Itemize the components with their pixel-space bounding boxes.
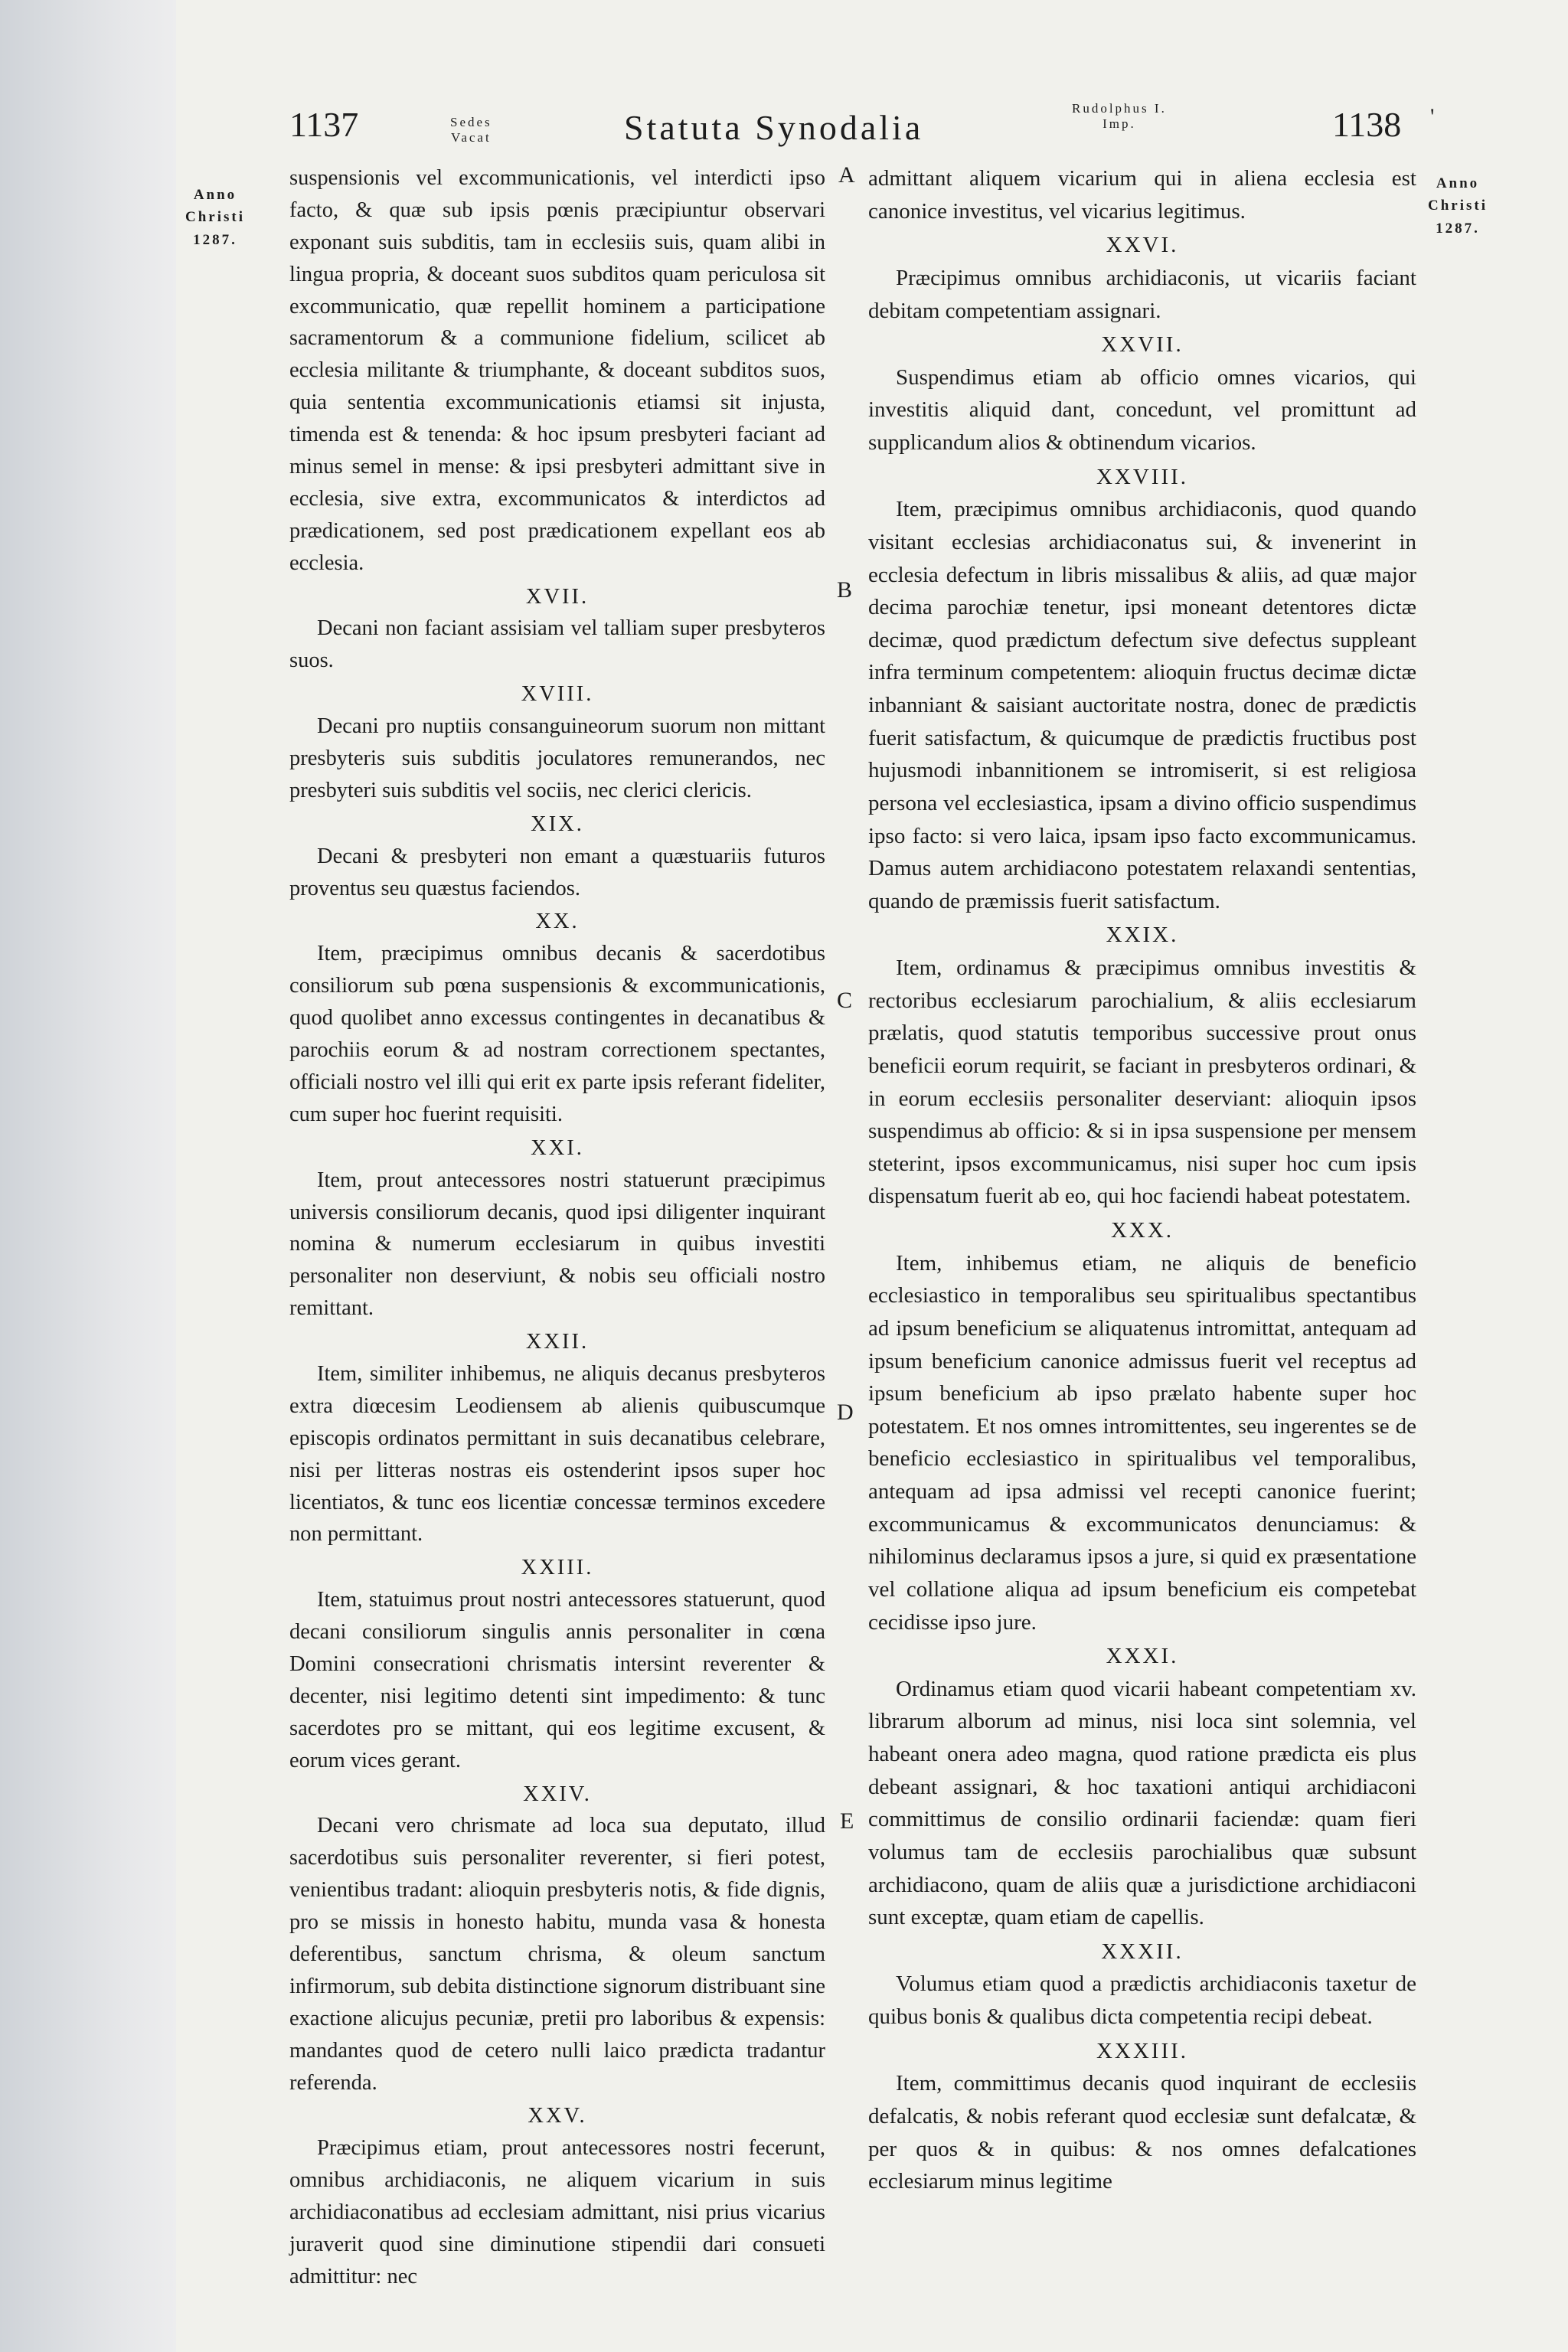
- anno-christi-right: [1428, 172, 1488, 240]
- year-label: 1287.: [1436, 220, 1480, 237]
- article-paragraph: Præcipimus etiam, prout antecessores nostri fecerunt, omnibus archidiaconis, ne aliquem vicarium in suis archidiaconatibus ad ecclesiam admittant, nisi prius vicarius juraverit quod sine diminutione stipendii dari consueti admittitur: nec: [289, 2136, 825, 2288]
- article-number: XXVI.: [1106, 233, 1179, 258]
- vacat-line: Vacat: [450, 129, 492, 145]
- margin-letter-a: A: [838, 162, 855, 188]
- article-paragraph: suspensionis vel excommunicationis, vel interdicti ipso facto, & quæ sub ipsis pœnis præcipiuntur observari exponant suis subditis, tam in ecclesiis suis, quam alibi in lingua propria, & doceant suos subditos quam periculosa sit excommunicatio, quæ repellit hominem a participatione sacramentorum & a communione fidelium, scilicet ab ecclesia militante & triumphante, & doceant subditos suos, quia sententia excommunicationis etiamsi sit injusta, timenda est & tenenda: & hoc ipsum presbyteri faciant ad minus semel in mense: & ipsi presbyteri admittant sive in ecclesia, sive extra, excommunicatos & interdictos ad prædicationem, sed post prædicationem expellant eos ab ecclesia.: [289, 166, 825, 575]
- emperor-note: [1072, 101, 1167, 131]
- article-number: XIX.: [531, 812, 584, 836]
- margin-letter-c: C: [837, 988, 853, 1013]
- article-paragraph: Item, præcipimus omnibus decanis & sacerdotibus consiliorum sub pœna suspensionis & excommunicationis, quod quolibet anno excessus contingentes in decanatibus & parochiis eorum & ad nostram correctionem spectantes, officiali nostro vel illi qui erit ex parte ipsis referant fideliter, cum super hoc fuerint requisiti.: [289, 942, 825, 1126]
- page-number-left: 1137: [289, 105, 359, 144]
- left-text-column: [289, 162, 825, 2293]
- article-paragraph: Decani non faciant assisiam vel talliam super presbyteros suos.: [289, 616, 825, 673]
- rudolph-line: Rudolphus I.: [1072, 101, 1167, 116]
- right-text-column: [868, 162, 1416, 2198]
- article-paragraph: Suspendimus etiam ab officio omnes vicarios, qui investitis aliquid dant, concedunt, vel promittunt ad supplicandum alios & obtinendum vicarios.: [868, 364, 1416, 455]
- article-paragraph: Præcipimus omnibus archidiaconis, ut vicariis faciant debitam competentiam assignari.: [868, 265, 1416, 323]
- article-number: XXX.: [1110, 1218, 1174, 1243]
- article-paragraph: Decani vero chrismate ad loca sua deputato, illud sacerdotibus suis personaliter reverenter, si fieri potest, venientibus tradant: alioquin presbyteris notis, & fide dignis, pro se missis in honesto habitu, munda vasa & honesta deferentibus, sanctum chrisma, & oleum sanctum infirmorum, sub debita distinctione signorum distribuant sine exactione alicujus pecuniæ, pretii pro laboribus & expensis: mandantes quod de cetero nulli laico prædicta tradantur referenda.: [289, 1814, 825, 2095]
- article-number: XXIV.: [523, 1782, 592, 1806]
- article-number: XXXI.: [1106, 1644, 1179, 1669]
- article-number: XX.: [535, 910, 580, 934]
- article-paragraph: Item, præcipimus omnibus archidiaconis, quod quando visitant ecclesias archidiaconatus sui, & invenerint in ecclesia defectum in libris missalibus & aliis, ad quæ major decima parochiæ tenetur, ipsi moneant detentores dictæ decimæ, quod prædictum defectum sive defectus suppleant infra terminum competentem: alioquin fructus decimæ dictæ inbanniant & saisiant auctoritate nostra, donec de prædictis fuerit satisfactum, & quicumque de prædictis fructibus post hujusmodi inbannitionem se intromiserit, si est religiosa persona vel ecclesiastica, ipsam a divino officio suspendimus ipso facto: si vero laica, ipsam ipso facto excommunicamus. Damus autem archidiacono potestatem relaxandi sententias, quando de præmissis fuerit satisfactum.: [868, 497, 1416, 913]
- anno-label: Anno: [193, 187, 237, 203]
- article-paragraph: Item, inhibemus etiam, ne aliquis de beneficio ecclesiastico in temporalibus seu spiritualibus spectantibus ad ipsum beneficium se aliquatenus intromittat, antequam ad ipsum beneficium canonice admissus fuerit vel receptus ad ipsum beneficium ab ipso prælato habente super hoc potestatem. Et nos omnes intromittentes, seu ingerentes se de beneficio ecclesiastico in spiritualibus vel temporalibus, antequam ad ipsa admissi vel recepti canonice fuerint; excommunicamus & excommunicatos denunciamus: & nihilominus declaramus ipsos a jure, si quid ex præsentatione vel collatione aliqua ad ipsum beneficium eis competebat cecidisse ipso jure.: [868, 1250, 1416, 1635]
- sedes-line: Sedes: [450, 115, 492, 129]
- article-number: XVII.: [525, 584, 590, 609]
- article-number: XXIII.: [521, 1556, 594, 1580]
- article-number: XXVII.: [1101, 332, 1184, 358]
- article-number: XXII.: [525, 1330, 590, 1354]
- article-paragraph: Item, prout antecessores nostri statuerunt præcipimus universis consiliorum decanis, quod ipsi diligenter inquirant nomina & numerum ecclesiarum in quibus investiti personaliter non deserviunt, & nobis seu officiali nostro remittant.: [289, 1168, 825, 1321]
- article-paragraph: Decani pro nuptiis consanguineorum suorum non mittant presbyteris suis subditis joculatores remunerandos, nec presbyteri suis subditis vel sociis, nec clerici clericis.: [289, 714, 825, 802]
- christi-label: Christi: [185, 209, 245, 226]
- running-title: Statuta Synodalia: [624, 108, 924, 147]
- christi-label: Christi: [1428, 198, 1488, 214]
- sedes-vacat-note: [450, 115, 492, 145]
- article-paragraph: admittant aliquem vicarium qui in aliena ecclesia est canonice investitus, vel vicarius legitimus.: [868, 166, 1416, 224]
- anno-christi-left: [185, 184, 245, 251]
- margin-letter-e: E: [840, 1808, 854, 1834]
- anno-label: Anno: [1436, 175, 1480, 191]
- article-number: XXXIII.: [1096, 2038, 1189, 2063]
- article-paragraph: Volumus etiam quod a prædictis archidiaconis taxetur de quibus bonis & qualibus dicta competentia recipi debeat.: [868, 1971, 1416, 2029]
- article-paragraph: Item, similiter inhibemus, ne aliquis decanus presbyteros extra diœcesim Leodiensem ab alienis quibuscumque episcopis ordinatos permittant in suis decanatibus celebrare, nisi per litteras nostras eis ostenderint ipsos super hoc licentiatos, & tunc eos licentiæ concessæ terminos excedere non permittant.: [289, 1361, 825, 1547]
- article-paragraph: Item, committimus decanis quod inquirant de ecclesiis defalcatis, & nobis referant quod ecclesiæ sunt defalcatæ, & per quos & in quibus: & nos omnes defalcationes ecclesiarum minus legitime: [868, 2071, 1416, 2194]
- article-paragraph: Decani & presbyteri non emant a quæstuariis futuros proventus seu quæstus faciendos.: [289, 844, 825, 900]
- article-paragraph: Ordinamus etiam quod vicarii habeant competentiam xv. librarum alborum ad minus, nisi loca sint solemnia, vel habeant onera adeo magna, quod ratione prædicta eis plus debeant assignari, & hoc taxationi antiqui archidiaconi committimus de consilio ordinarii faciendæ: quam fieri volumus tam de ecclesiis parochialibus quæ subsunt archidiacono, quam de aliis quæ a jurisdictione archidiaconi sunt exceptæ, quam etiam de capellis.: [868, 1676, 1416, 1930]
- header-mark: ': [1430, 104, 1435, 129]
- article-paragraph: Item, statuimus prout nostri antecessores statuerunt, quod decani consiliorum singulis annis personaliter in cœna Domini consecrationi chrismatis intersint reverenter & decenter, nisi legitimo detenti sint impedimento: & tunc sacerdotes pro se mittant, qui eos legitime excusent, & eorum vices gerant.: [289, 1588, 825, 1772]
- article-number: XXXII.: [1101, 1939, 1184, 1964]
- article-paragraph: Item, ordinamus & præcipimus omnibus investitis & rectoribus ecclesiarum parochialium, & aliis ecclesiarum prælatis, quod statutis temporibus successive prout onus beneficii eorum requirit, se faciant in presbyteros ordinari, & in eorum ecclesiis personaliter deserviant: alioquin ipsos suspendimus ab officio: & si in ipsa suspensione per mensem steterint, ipsos excommunicamus, nisi super hoc cum ipsis dispensatum fuerit ab eo, qui hoc faciendi habeat potestatem.: [868, 956, 1416, 1209]
- article-number: XVIII.: [521, 682, 594, 707]
- margin-letter-d: D: [837, 1400, 854, 1425]
- book-spine-shadow: [0, 0, 176, 2352]
- margin-letter-b: B: [837, 577, 853, 603]
- article-number: XXIX.: [1106, 923, 1179, 948]
- imp-line: Imp.: [1102, 116, 1136, 131]
- article-number: XXV.: [528, 2104, 587, 2128]
- article-number: XXVIII.: [1096, 464, 1189, 489]
- page-number-right: 1138: [1332, 105, 1402, 144]
- year-label: 1287.: [193, 231, 237, 248]
- article-number: XXI.: [531, 1135, 584, 1160]
